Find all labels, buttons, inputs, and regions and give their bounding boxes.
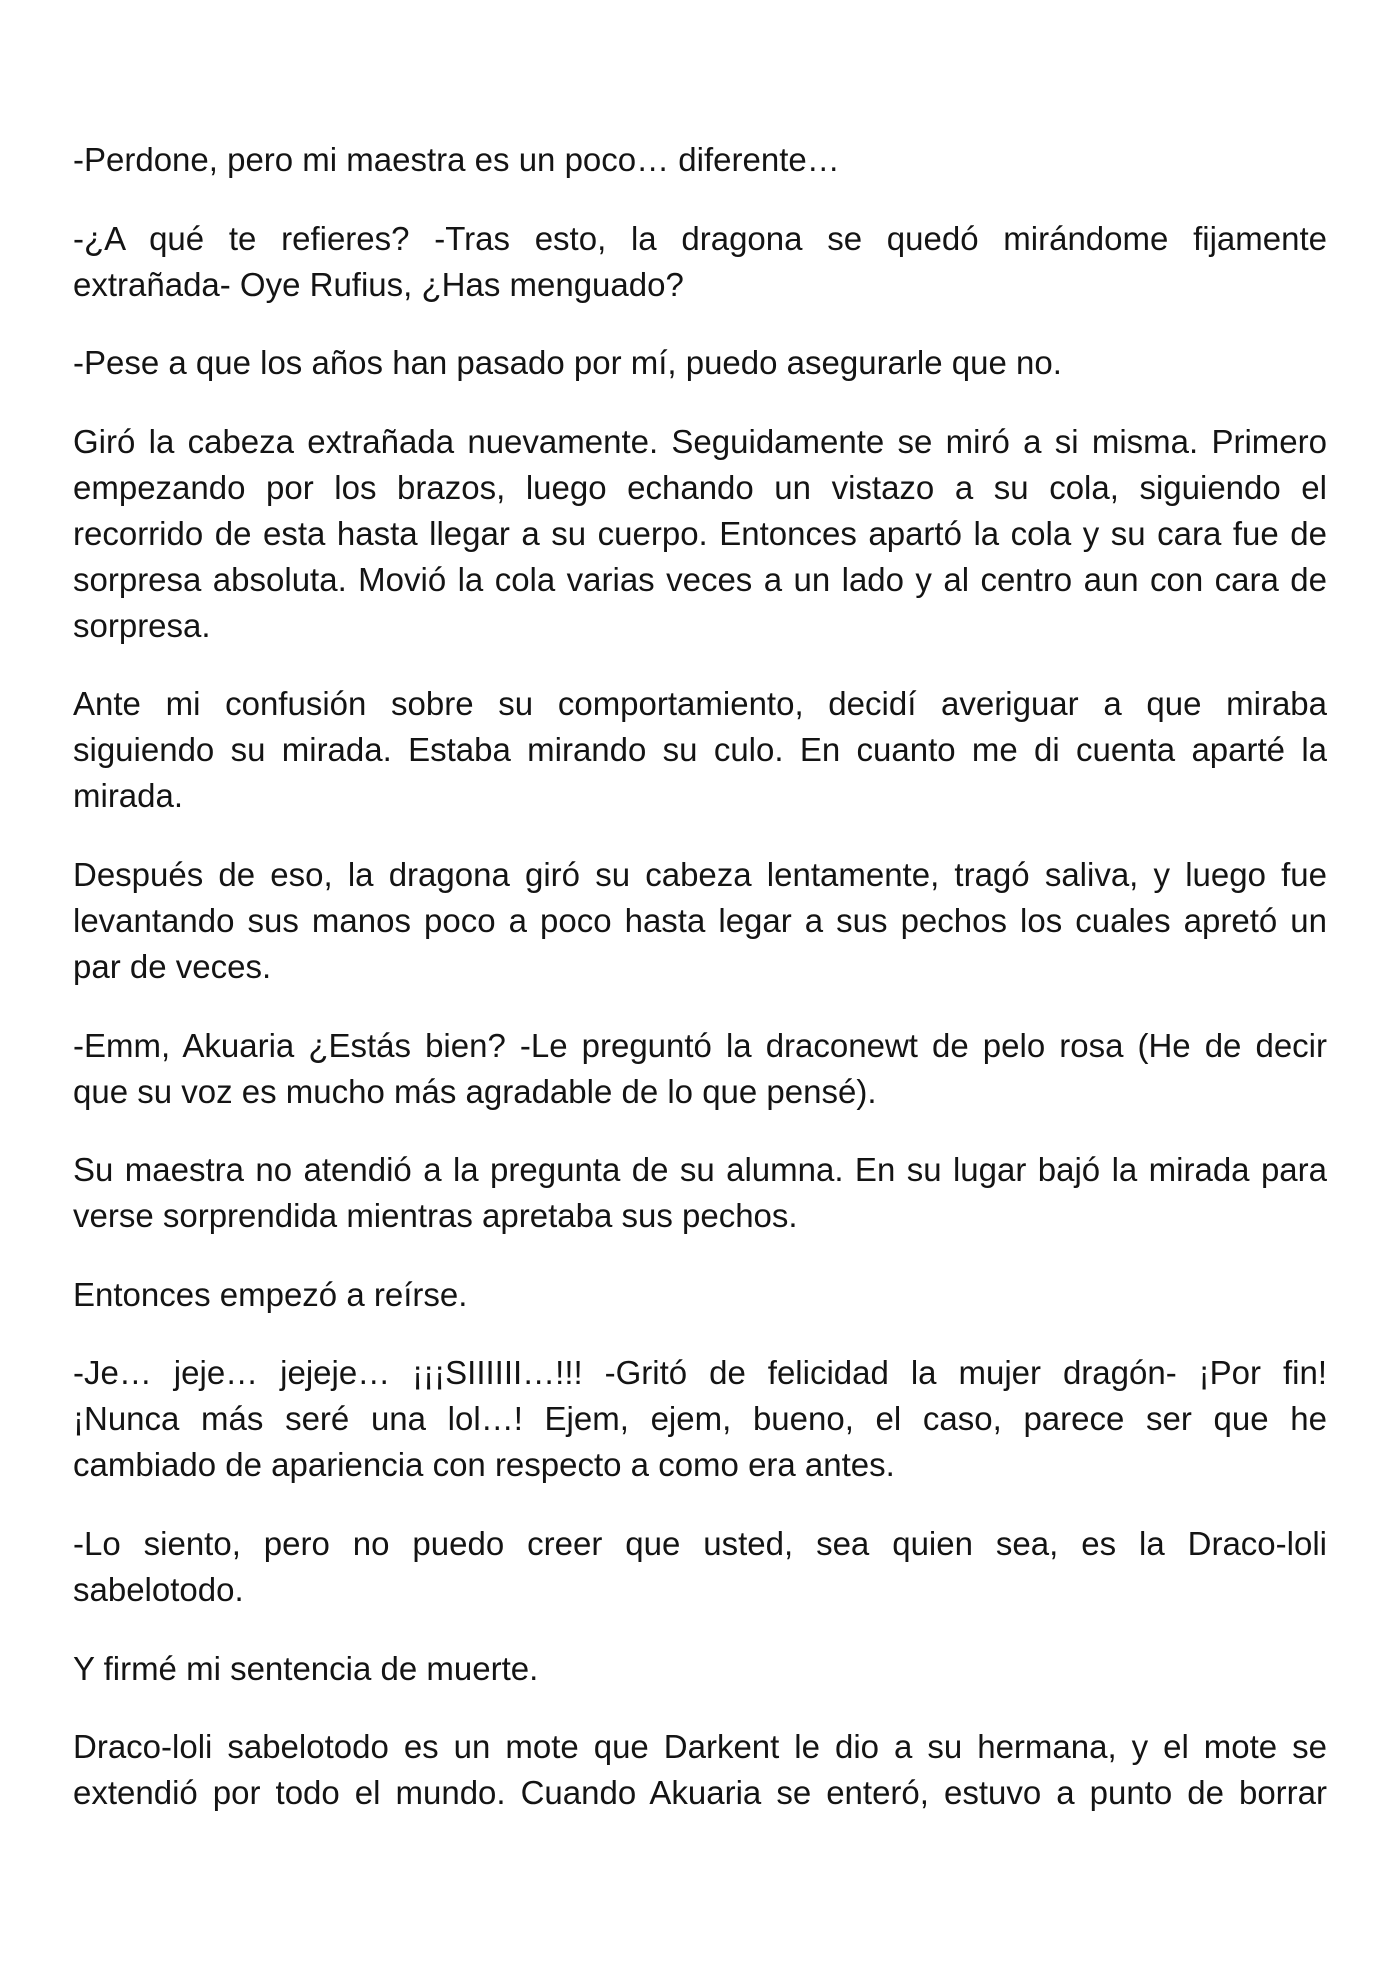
text-line: -Pese a que los años han pasado por mí, puedo asegurarle que no. — [73, 344, 1062, 382]
paragraph — [73, 1724, 1327, 1816]
paragraph — [73, 1023, 1327, 1115]
text-line: Ante mi confusión sobre su comportamiento, decidí averiguar a que miraba — [73, 685, 1327, 723]
paragraph — [73, 137, 1327, 183]
text-line: Entonces empezó a reírse. — [73, 1275, 468, 1313]
text-line: sorpresa absoluta. Movió la cola varias veces a un lado y al centro aun con cara de — [73, 560, 1327, 598]
text-line: verse sorprendida mientras apretaba sus pechos. — [73, 1197, 798, 1235]
text-line: -Je… jeje… jejeje… ¡¡¡SIIIIII…!!! -Gritó de felicidad la mujer dragón- ¡Por fin! — [73, 1354, 1327, 1392]
text-line: mirada. — [73, 777, 184, 815]
paragraph — [73, 1350, 1327, 1488]
paragraph — [73, 419, 1327, 649]
text-line: siguiendo su mirada. Estaba mirando su culo. En cuanto me di cuenta aparté la — [73, 731, 1327, 769]
paragraph — [73, 1646, 1327, 1692]
text-line: ¡Nunca más seré una lol…! Ejem, ejem, bueno, el caso, parece ser que he — [73, 1400, 1327, 1438]
text-line: extendió por todo el mundo. Cuando Akuaria se enteró, estuvo a punto de borrar — [73, 1774, 1327, 1812]
text-line: Draco-loli sabelotodo es un mote que Darkent le dio a su hermana, y el mote se — [73, 1728, 1327, 1766]
paragraph — [73, 1521, 1327, 1613]
text-line: -Lo siento, pero no puedo creer que usted, sea quien sea, es la Draco-loli — [73, 1524, 1327, 1562]
paragraph — [73, 1272, 1327, 1318]
text-line: Su maestra no atendió a la pregunta de su alumna. En su lugar bajó la mirada para — [73, 1151, 1327, 1189]
text-line: Y firmé mi sentencia de muerte. — [73, 1649, 539, 1687]
paragraph — [73, 216, 1327, 308]
text-line: par de veces. — [73, 947, 272, 985]
text-line: -Emm, Akuaria ¿Estás bien? -Le preguntó la draconewt de pelo rosa (He de decir — [73, 1026, 1327, 1064]
text-line: levantando sus manos poco a poco hasta legar a sus pechos los cuales apretó un — [73, 901, 1327, 939]
text-line: -Perdone, pero mi maestra es un poco… diferente… — [73, 141, 840, 178]
text-line: empezando por los brazos, luego echando un vistazo a su cola, siguiendo el — [73, 468, 1327, 506]
paragraph — [73, 1147, 1327, 1239]
paragraph — [73, 340, 1327, 386]
text-line: Después de eso, la dragona giró su cabeza lentamente, tragó saliva, y luego fue — [73, 855, 1327, 893]
text-line: extrañada- Oye Rufius, ¿Has menguado? — [73, 265, 684, 303]
text-line: recorrido de esta hasta llegar a su cuerpo. Entonces apartó la cola y su cara fue de — [73, 514, 1327, 552]
paragraph — [73, 681, 1327, 819]
text-line: que su voz es mucho más agradable de lo que pensé). — [73, 1072, 877, 1110]
text-line: sabelotodo. — [73, 1570, 244, 1608]
text-line: sorpresa. — [73, 606, 211, 644]
document-body — [73, 137, 1327, 1849]
text-line: cambiado de apariencia con respecto a como era antes. — [73, 1446, 895, 1484]
text-line: Giró la cabeza extrañada nuevamente. Seguidamente se miró a si misma. Primero — [73, 422, 1327, 460]
paragraph — [73, 852, 1327, 990]
text-line: -¿A qué te refieres? -Tras esto, la dragona se quedó mirándome fijamente — [73, 219, 1327, 257]
